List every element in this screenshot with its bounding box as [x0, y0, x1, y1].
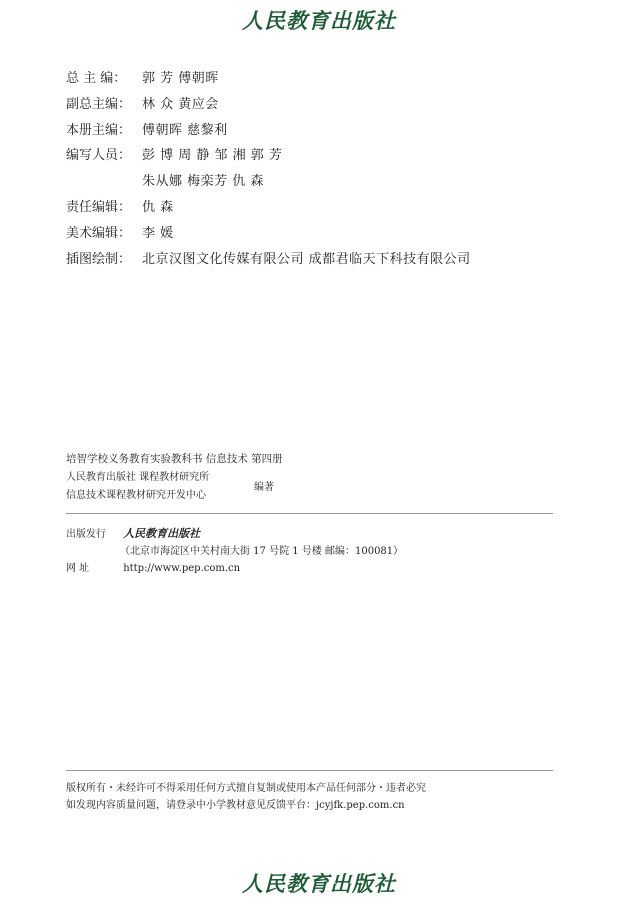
- copyright-notice: 版权所有・未经许可不得采用任何方式擅自复制或使用本产品任何部分・违者必究: [66, 783, 426, 794]
- compile-suffix: 编著: [254, 482, 274, 493]
- compilers-block: [66, 469, 209, 505]
- credit-value: 傅朝晖 慈黎利: [142, 122, 228, 138]
- publication-label: 出版发行: [66, 529, 106, 540]
- footer: [66, 780, 426, 814]
- credit-label: 本册主编：: [66, 122, 132, 138]
- credit-row: [66, 118, 471, 144]
- credit-value: 林 众 黄应会: [142, 96, 219, 112]
- credit-value: 彭 博 周 静 邹 湘 郭 芳: [142, 148, 283, 164]
- credits-block: [66, 66, 471, 272]
- publisher-logo-bottom: 人民教育出版社: [242, 871, 396, 896]
- credit-row: [66, 247, 471, 273]
- credit-value: 郭 芳 傅朝晖: [142, 71, 219, 86]
- credit-label: 编写人员：: [66, 148, 132, 164]
- credit-row: [66, 92, 471, 118]
- divider: [66, 770, 553, 771]
- website-label: 网 址: [66, 563, 90, 574]
- book-title: 培智学校义务教育实验教科书 信息技术 第四册: [66, 453, 283, 465]
- credit-value: 仇 森: [142, 199, 174, 215]
- credit-label: 责任编辑：: [66, 199, 132, 215]
- publisher-logo-top: 人民教育出版社: [242, 8, 396, 33]
- feedback-notice: 如发现内容质量问题，请登录中小学教材意见反馈平台：jcyjfk.pep.com.cn: [66, 800, 405, 811]
- credit-row: [66, 66, 471, 92]
- credit-row: [66, 195, 471, 221]
- publisher-name-logo: 人民教育出版社: [123, 527, 201, 540]
- credit-label: [66, 169, 142, 195]
- credit-label: 美术编辑：: [66, 225, 132, 241]
- compiler-line: 人民教育出版社 课程教材研究所: [66, 472, 210, 483]
- credit-row: [66, 169, 471, 195]
- publisher-address: （北京市海淀区中关村南大街 17 号院 1 号楼 邮编：100081）: [120, 546, 404, 557]
- website-row: [66, 560, 403, 577]
- credit-label: 总 主 编：: [66, 71, 127, 86]
- credit-value: 李 媛: [142, 225, 174, 241]
- divider: [66, 513, 553, 514]
- publication-block: [66, 525, 403, 577]
- compiler-line: 信息技术课程教材研究开发中心: [66, 490, 206, 501]
- credit-row: [66, 221, 471, 247]
- publisher-row: [66, 525, 403, 543]
- credit-label: 副总主编：: [66, 96, 132, 112]
- credit-row: [66, 143, 471, 169]
- credit-label: 插图绘制：: [66, 251, 132, 267]
- credit-value: 朱从娜 梅栾芳 仇 森: [142, 174, 264, 190]
- website-link[interactable]: http://www.pep.com.cn: [123, 563, 241, 574]
- credit-value: 北京汉图文化传媒有限公司 成都君临天下科技有限公司: [142, 251, 471, 267]
